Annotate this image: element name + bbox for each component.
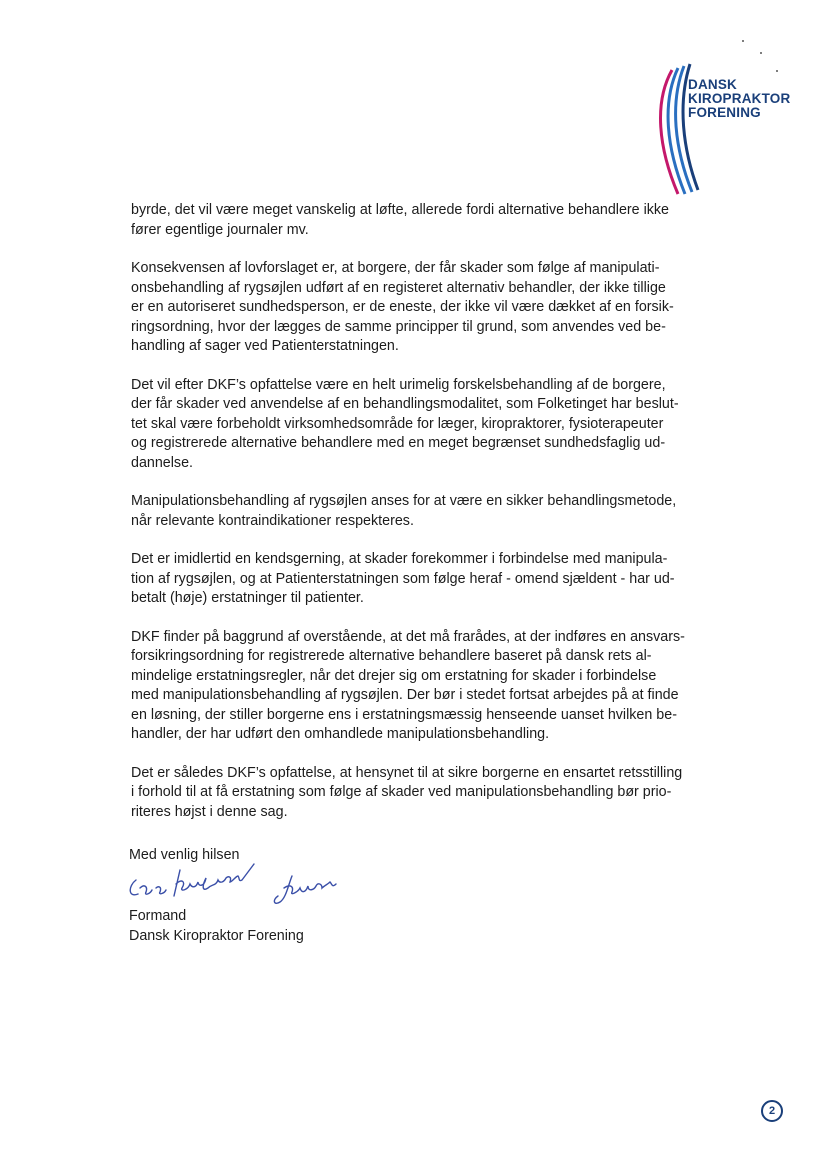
- handwritten-signature: [122, 858, 362, 906]
- paragraph-line: tion af rygsøjlen, og at Patienterstatningen som følge heraf - omend sjældent - har ud-: [131, 570, 675, 587]
- body-paragraph: [131, 492, 701, 531]
- logo-line-1: DANSK: [688, 77, 738, 92]
- paragraph-line: dannelse.: [131, 454, 194, 471]
- paragraph-line: i forhold til at få erstatning som følge af skader ved manipulationsbehandling bør prio-: [131, 784, 672, 800]
- paragraph-line: ringsordning, hvor der lægges de samme principper til grund, som anvendes ved be-: [131, 318, 666, 335]
- paragraph-line: mindelige erstatningsregler, når det drejer sig om erstatning for skader i forbindelse: [131, 667, 657, 684]
- body-paragraph: [131, 628, 701, 745]
- paragraph-line: forsikringsordning for registrerede alternative behandlere baseret på dansk rets al-: [131, 648, 652, 664]
- paragraph-line: når relevante kontraindikationer respekteres.: [131, 512, 414, 529]
- logo-wordmark: [688, 78, 790, 120]
- paragraph-line: Det er imidlertid en kendsgerning, at skader forekommer i forbindelse med manipula-: [131, 551, 668, 567]
- paragraph-line: tet skal være forbeholdt virksomhedsområde for læger, kiropraktorer, fysioterapeuter: [131, 415, 664, 432]
- body-paragraph: [131, 201, 701, 240]
- closing-greeting: Med venlig hilsen: [129, 847, 240, 863]
- paragraph-line: riteres højst i denne sag.: [131, 803, 288, 820]
- body-paragraph: [131, 259, 701, 357]
- signatory-role: Formand: [129, 908, 187, 924]
- paragraph-line: er en autoriseret sundhedsperson, er de eneste, der ikke vil være dækket af en forsik-: [131, 299, 674, 315]
- paragraph-line: Manipulationsbehandling af rygsøjlen anses for at være en sikker behandlingsmetode,: [131, 493, 677, 509]
- logo-line-2: KIROPRAKTOR: [688, 91, 791, 106]
- paragraph-line: en løsning, der stiller borgerne ens i erstatningsmæssig henseende uanset hvilken be-: [131, 706, 677, 723]
- body-paragraph: [131, 376, 701, 474]
- dkf-logo: [652, 62, 791, 202]
- paragraph-line: handler, der har udført den omhandlede manipulationsbehandling.: [131, 726, 550, 742]
- paragraph-line: betalt (høje) erstatninger til patienter.: [131, 590, 364, 606]
- paragraph-line: fører egentlige journaler mv.: [131, 221, 309, 238]
- paragraph-line: og registrerede alternative behandlere med en meget begrænset sundhedsfaglig ud-: [131, 435, 666, 451]
- paragraph-line: handling af sager ved Patienterstatningen.: [131, 338, 399, 354]
- body-paragraph: [131, 550, 701, 609]
- page-number-badge: 2: [761, 1100, 783, 1122]
- paragraph-line: Det er således DKF’s opfattelse, at hensynet til at sikre borgerne en ensartet retsstilling: [131, 764, 683, 781]
- logo-line-3: FORENING: [688, 105, 761, 120]
- paragraph-line: byrde, det vil være meget vanskelig at løfte, allerede fordi alternative behandlere ikke: [131, 202, 670, 218]
- paragraph-line: Det vil efter DKF’s opfattelse være en helt urimelig forskelsbehandling af de borgere,: [131, 376, 666, 393]
- body-paragraph: [131, 764, 701, 823]
- signatory-block: [129, 907, 304, 946]
- paragraph-line: med manipulationsbehandling af rygsøjlen. Der bør i stedet fortsat arbejdes på at finde: [131, 687, 679, 703]
- paragraph-line: der får skader ved anvendelse af en behandlingsmodalitet, som Folketinget har beslut-: [131, 396, 679, 412]
- paragraph-line: DKF finder på baggrund af overstående, at det må frarådes, at der indføres en ansvars-: [131, 628, 685, 645]
- letter-body: [131, 201, 701, 841]
- signatory-organization: Dansk Kiropraktor Forening: [129, 927, 304, 944]
- paragraph-line: onsbehandling af rygsøjlen udført af en registeret alternativ behandler, der ikke tillige: [131, 279, 666, 296]
- paragraph-line: Konsekvensen af lovforslaget er, at borgere, der får skader som følge af manipulati-: [131, 260, 660, 276]
